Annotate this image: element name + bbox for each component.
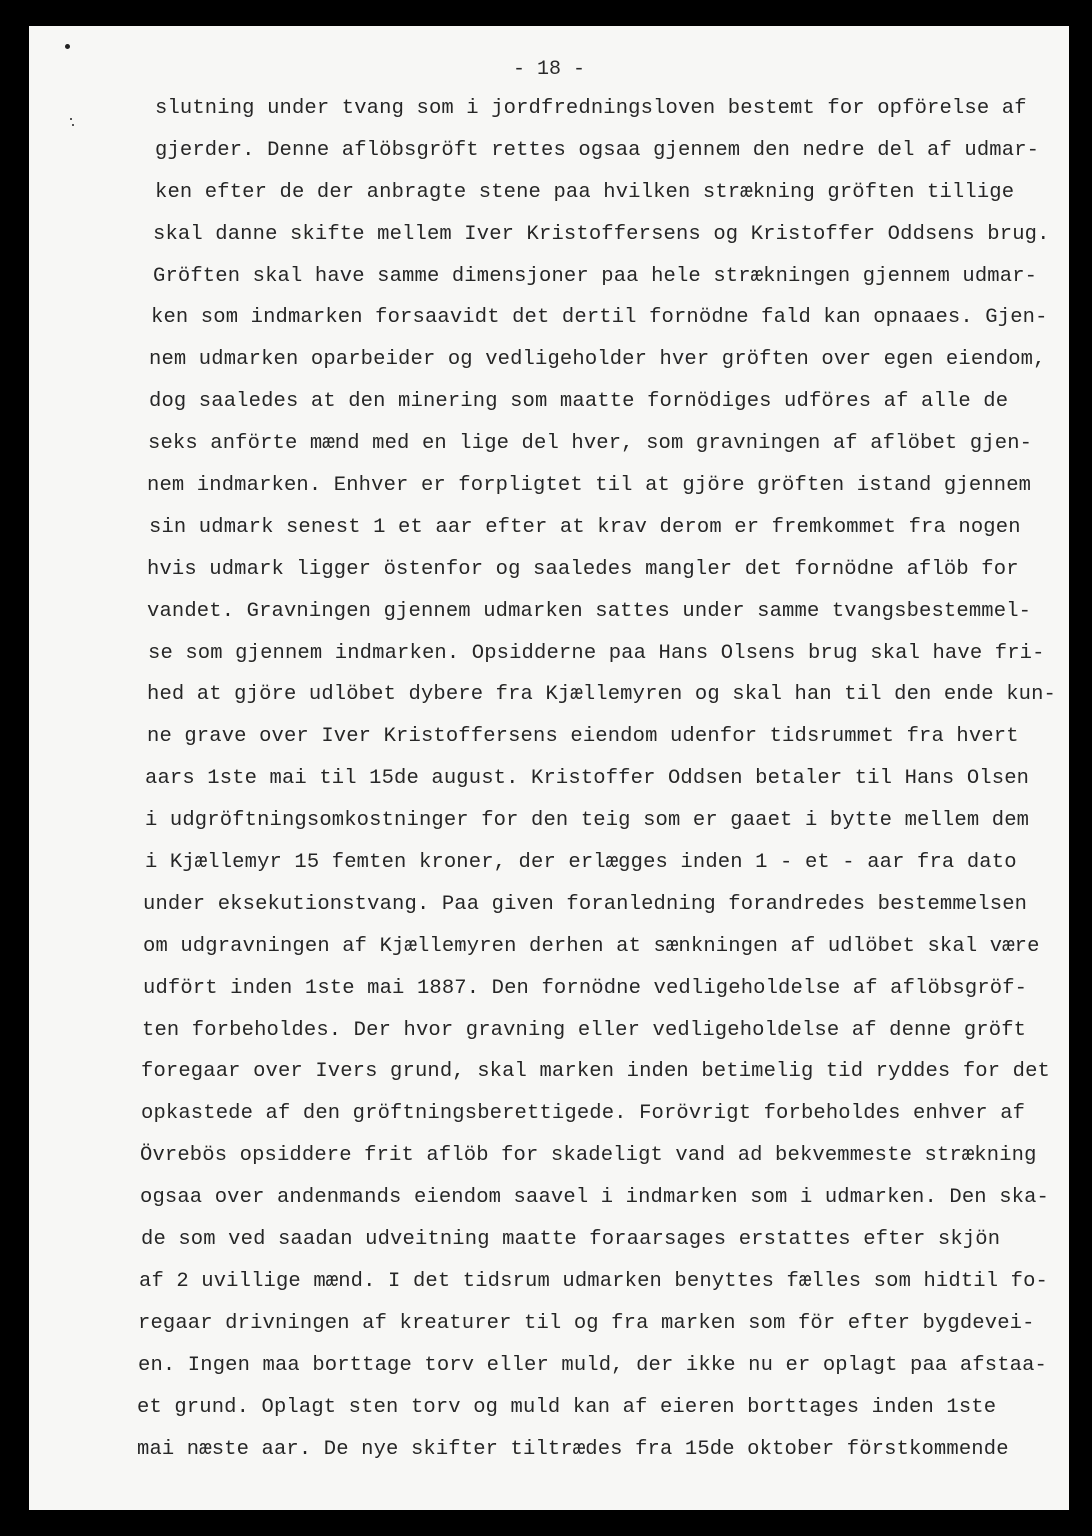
text-line: aars 1ste mai til 15de august. Kristoffer Oddsen betaler til Hans Olsen [145,767,1030,791]
text-line: opkastede af den gröftningsberettigede. Forövrigt forbeholdes enhver af [141,1102,1026,1126]
ink-dot [70,118,72,120]
text-line: i Kjællemyr 15 femten kroner, der erlægges inden 1 - et - aar fra dato [145,851,1017,875]
text-line: de som ved saadan udveitning maatte foraarsages erstattes efter skjön [141,1228,1001,1252]
text-line: sin udmark senest 1 et aar efter at krav derom er fremkommet fra nogen [149,515,1021,539]
ink-dot [72,124,74,126]
text-line: Övrebös opsiddere frit aflöb for skadeligt vand ad bekvemmeste strækning [140,1144,1037,1168]
text-line: dog saaledes at den minering som maatte fornödiges udföres af alle de [149,390,1009,414]
text-line: se som gjennem indmarken. Opsidderne paa Hans Olsens brug skal have fri- [148,641,1045,665]
body-text [137,88,1057,1470]
text-line: om udgravningen af Kjællemyren derhen at sænkningen af udlöbet skal være [143,934,1040,958]
text-line: mai næste aar. De nye skifter tiltrædes fra 15de oktober förstkommende [137,1437,1009,1461]
text-line: hvis udmark ligger östenfor og saaledes mangler det fornödne aflöb for [147,557,1019,581]
text-line: af 2 uvillige mænd. I det tidsrum udmarken benyttes fælles som hidtil fo- [139,1269,1048,1293]
text-line: ken som indmarken forsaavidt det dertil fornödne fald kan opnaaes. Gjen- [151,306,1048,330]
page-number: - 18 - [512,58,585,81]
document-page [29,26,1069,1510]
text-line: i udgröftningsomkostninger for den teig som er gaaet i bytte mellem dem [145,809,1030,833]
text-line: et grund. Oplagt sten torv og muld kan af eieren borttages inden 1ste [137,1395,997,1419]
text-line: seks anförte mænd med en lige del hver, som gravningen af aflöbet gjen- [148,432,1033,456]
text-line: en. Ingen maa borttage torv eller muld, der ikke nu er oplagt paa afstaa- [138,1353,1047,1377]
text-line: hed at gjöre udlöbet dybere fra Kjællemyren og skal han til den ende kun- [147,683,1056,707]
text-line: Gröften skal have samme dimensjoner paa hele strækningen gjennem udmar- [153,264,1038,288]
text-line: ogsaa over andenmands eiendom saavel i indmarken som i udmarken. Den ska- [140,1186,1049,1210]
text-line: regaar drivningen af kreaturer til og fra marken som för efter bygdevei- [138,1311,1035,1335]
text-line: under eksekutionstvang. Paa given foranledning forandredes bestemmelsen [143,892,1028,916]
text-line: ten forbeholdes. Der hvor gravning eller vedligeholdelse af denne gröft [142,1018,1027,1042]
ink-dot [65,44,70,49]
text-line: udfört inden 1ste mai 1887. Den fornödne vedligeholdelse af aflöbsgröf- [143,976,1028,1000]
text-line: foregaar over Ivers grund, skal marken inden betimelig tid ryddes for det [141,1060,1050,1084]
text-line: skal danne skifte mellem Iver Kristoffersens og Kristoffer Oddsens brug. [153,222,1050,246]
text-line: nem udmarken oparbeider og vedligeholder hver gröften over egen eiendom, [149,348,1046,372]
text-line: slutning under tvang som i jordfredningsloven bestemt for opförelse af [155,97,1027,120]
text-line: gjerder. Denne aflöbsgröft rettes ogsaa gjennem den nedre del af udmar- [155,138,1040,162]
text-line: ne grave over Iver Kristoffersens eiendom udenfor tidsrummet fra hvert [147,725,1019,749]
text-line: vandet. Gravningen gjennem udmarken sattes under samme tvangsbestemmel- [147,599,1032,623]
text-line: ken efter de der anbragte stene paa hvilken strækning gröften tillige [155,180,1015,204]
text-line: nem indmarken. Enhver er forpligtet til at gjöre gröften istand gjennem [147,474,1032,498]
